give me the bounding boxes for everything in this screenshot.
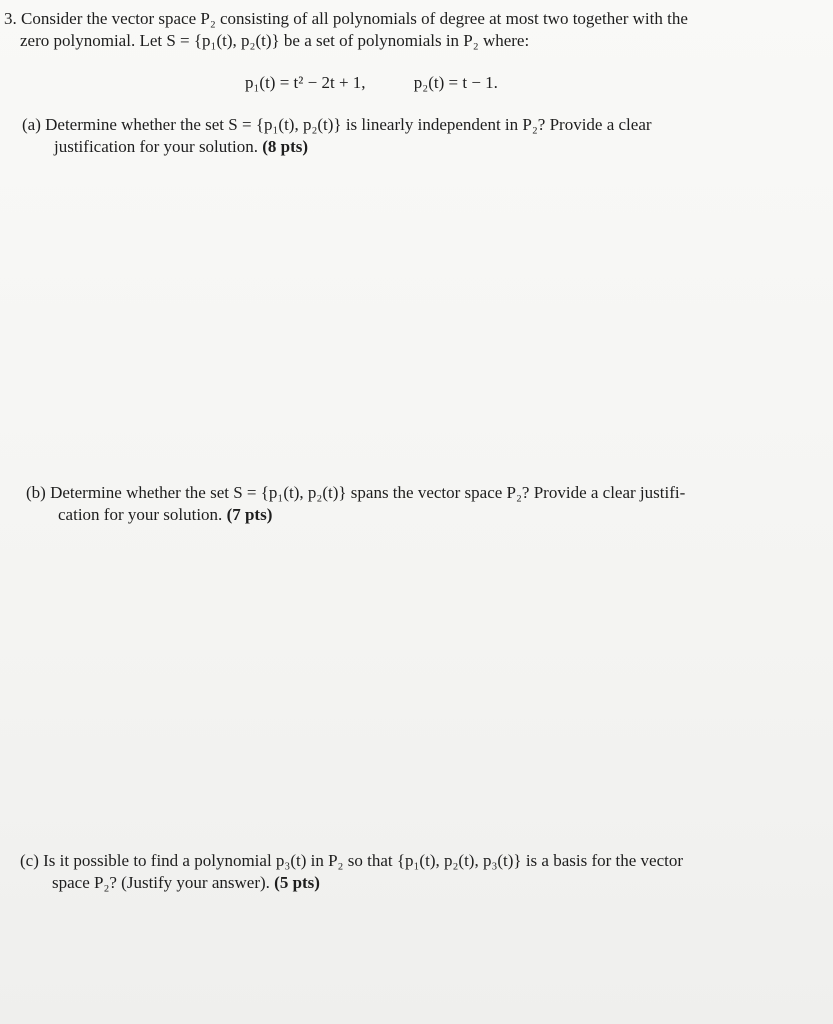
- intro-line-1: Consider the vector space P₂ consisting of all polynomials of degree at most two together with the: [21, 9, 688, 28]
- part-c-label: (c): [20, 851, 39, 870]
- part-a-line-1: Determine whether the set S = {p₁(t), p₂(t)} is linearly independent in P₂? Provide a clear: [45, 115, 652, 134]
- part-c-line-1: Is it possible to find a polynomial p₃(t) in P₂ so that {p₁(t), p₂(t), p₃(t)} is a basis for the vector: [43, 851, 684, 870]
- part-c-line-2: space P₂? (Justify your answer).: [52, 873, 270, 892]
- part-a-line-2: justification for your solution.: [54, 137, 258, 156]
- part-a-label: (a): [22, 115, 41, 134]
- part-b-line-2: cation for your solution.: [58, 505, 223, 524]
- part-c-points: (5 pts): [274, 873, 320, 892]
- part-c: [20, 850, 780, 894]
- part-b-label: (b): [26, 483, 46, 502]
- part-b-line-1: Determine whether the set S = {p₁(t), p₂(t)} spans the vector space P₂? Provide a clear justifi-: [50, 483, 686, 502]
- equation-p2: p₂(t) = t − 1.: [413, 73, 498, 92]
- part-a: [22, 114, 782, 158]
- part-a-points: (8 pts): [262, 137, 309, 156]
- polynomial-definitions: [245, 73, 498, 93]
- equation-p1: p₁(t) = t² − 2t + 1,: [245, 73, 366, 92]
- part-b: [26, 482, 786, 526]
- intro-line-2: zero polynomial. Let S = {p₁(t), p₂(t)} be a set of polynomials in P₂ where:: [20, 31, 530, 50]
- problem-statement: [4, 8, 774, 52]
- part-b-points: (7 pts): [226, 505, 273, 524]
- problem-number: 3.: [4, 9, 17, 28]
